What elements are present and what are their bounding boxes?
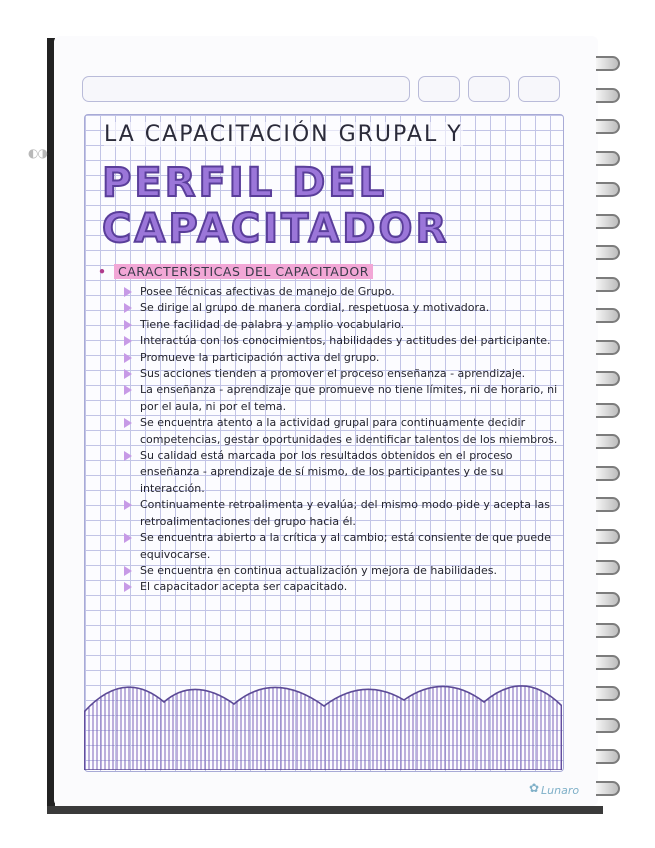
spiral-ring-icon (596, 529, 620, 544)
spiral-ring-icon (596, 151, 620, 166)
header-boxes (82, 76, 562, 102)
triangle-bullet-icon (124, 287, 132, 297)
spiral-ring-icon (596, 214, 620, 229)
notebook-shadow-bottom (47, 806, 603, 814)
spiral-ring-icon (596, 560, 620, 575)
list-item (124, 350, 564, 366)
title-line-1: LA CAPACITACIÓN GRUPAL Y (104, 122, 463, 147)
spiral-ring-icon (596, 245, 620, 260)
triangle-bullet-icon (124, 582, 132, 592)
spiral-ring-icon (596, 749, 620, 764)
list-item-text: Interactúa con los conocimientos, habilidades y actitudes del participante. (140, 334, 551, 348)
list-item-text: El capacitador acepta ser capacitado. (140, 580, 348, 594)
triangle-bullet-icon (124, 451, 132, 461)
spiral-ring-icon (596, 623, 620, 638)
triangle-bullet-icon (124, 353, 132, 363)
spiral-ring-icon (596, 592, 620, 607)
paper-punch-mark-icon: ◐◑ (28, 146, 47, 160)
spiral-ring-icon (596, 277, 620, 292)
spiral-ring-icon (596, 308, 620, 323)
triangle-bullet-icon (124, 369, 132, 379)
list-item (124, 497, 564, 530)
spiral-ring-icon (596, 56, 620, 71)
triangle-bullet-icon (124, 303, 132, 313)
list-item (124, 448, 564, 497)
list-item-text: Se encuentra en continua actualización y mejora de habilidades. (140, 563, 497, 577)
spiral-ring-icon (596, 781, 620, 796)
list-item (124, 300, 564, 316)
triangle-bullet-icon (124, 385, 132, 395)
list-item-text: Tiene facilidad de palabra y amplio vocabulario. (140, 317, 405, 331)
triangle-bullet-icon (124, 533, 132, 543)
spiral-ring-icon (596, 340, 620, 355)
spiral-ring-icon (596, 119, 620, 134)
spiral-ring-icon (596, 466, 620, 481)
spiral-ring-icon (596, 497, 620, 512)
header-date-box-3 (518, 76, 560, 102)
header-title-box (82, 76, 410, 102)
header-date-box-1 (418, 76, 460, 102)
list-item (124, 317, 564, 333)
spiral-ring-icon (596, 182, 620, 197)
scalloped-border-decoration (84, 672, 562, 770)
spiral-ring-icon (596, 718, 620, 733)
list-item-text: Sus acciones tienden a promover el proceso enseñanza - aprendizaje. (140, 367, 526, 381)
section-heading-text: CARACTERÍSTICAS DEL CAPACITADOR (114, 264, 373, 279)
list-item-text: Continuamente retroalimenta y evalúa; del mismo modo pide y acepta las retroalimentaciones del grupo hacia él. (140, 498, 551, 528)
section-heading (98, 264, 373, 279)
triangle-bullet-icon (124, 336, 132, 346)
spiral-ring-icon (596, 686, 620, 701)
list-item (124, 563, 564, 579)
spiral-ring-icon (596, 655, 620, 670)
list-item (124, 530, 564, 563)
triangle-bullet-icon (124, 320, 132, 330)
spiral-ring-icon (596, 403, 620, 418)
list-item-text: Posee Técnicas afectivas de manejo de Grupo. (140, 285, 395, 298)
triangle-bullet-icon (124, 418, 132, 428)
list-item-text: Se encuentra atento a la actividad grupal para continuamente decidir competencias, gestar oportunidades e identificar talentos de los miembros. (140, 416, 558, 446)
list-item (124, 284, 564, 300)
triangle-bullet-icon (124, 566, 132, 576)
notebook-page (54, 36, 598, 806)
flower-icon: ✿ (529, 781, 540, 795)
list-item (124, 333, 564, 349)
list-item (124, 415, 564, 448)
list-item-text: Se dirige al grupo de manera cordial, respetuosa y motivadora. (140, 301, 490, 315)
spiral-ring-icon (596, 371, 620, 386)
list-item (124, 382, 564, 415)
list-item-text: Se encuentra abierto a la crítica y al cambio; está consiente de que puede equivocarse. (140, 531, 551, 561)
list-item (124, 366, 564, 382)
bullet-dot-icon: • (98, 264, 106, 279)
characteristics-list (124, 284, 564, 596)
title-line-2: PERFIL DEL (102, 160, 388, 206)
triangle-bullet-icon (124, 500, 132, 510)
list-item-text: Promueve la participación activa del grupo. (140, 350, 380, 364)
header-date-box-2 (468, 76, 510, 102)
title-line-3: CAPACITADOR (102, 206, 450, 252)
list-item (124, 579, 564, 595)
list-item-text: La enseñanza - aprendizaje que promueve no tiene límites, ni de horario, ni por el aula, ni por el tema. (140, 383, 558, 413)
list-item-text: Su calidad está marcada por los resultados obtenidos en el proceso enseñanza - aprendizaje de sí mismo, de los participantes y de su interacción. (140, 449, 513, 495)
spiral-ring-icon (596, 434, 620, 449)
spiral-ring-icon (596, 88, 620, 103)
spiral-binding (596, 38, 620, 808)
brand-logo-text: Lunaro (541, 784, 580, 797)
